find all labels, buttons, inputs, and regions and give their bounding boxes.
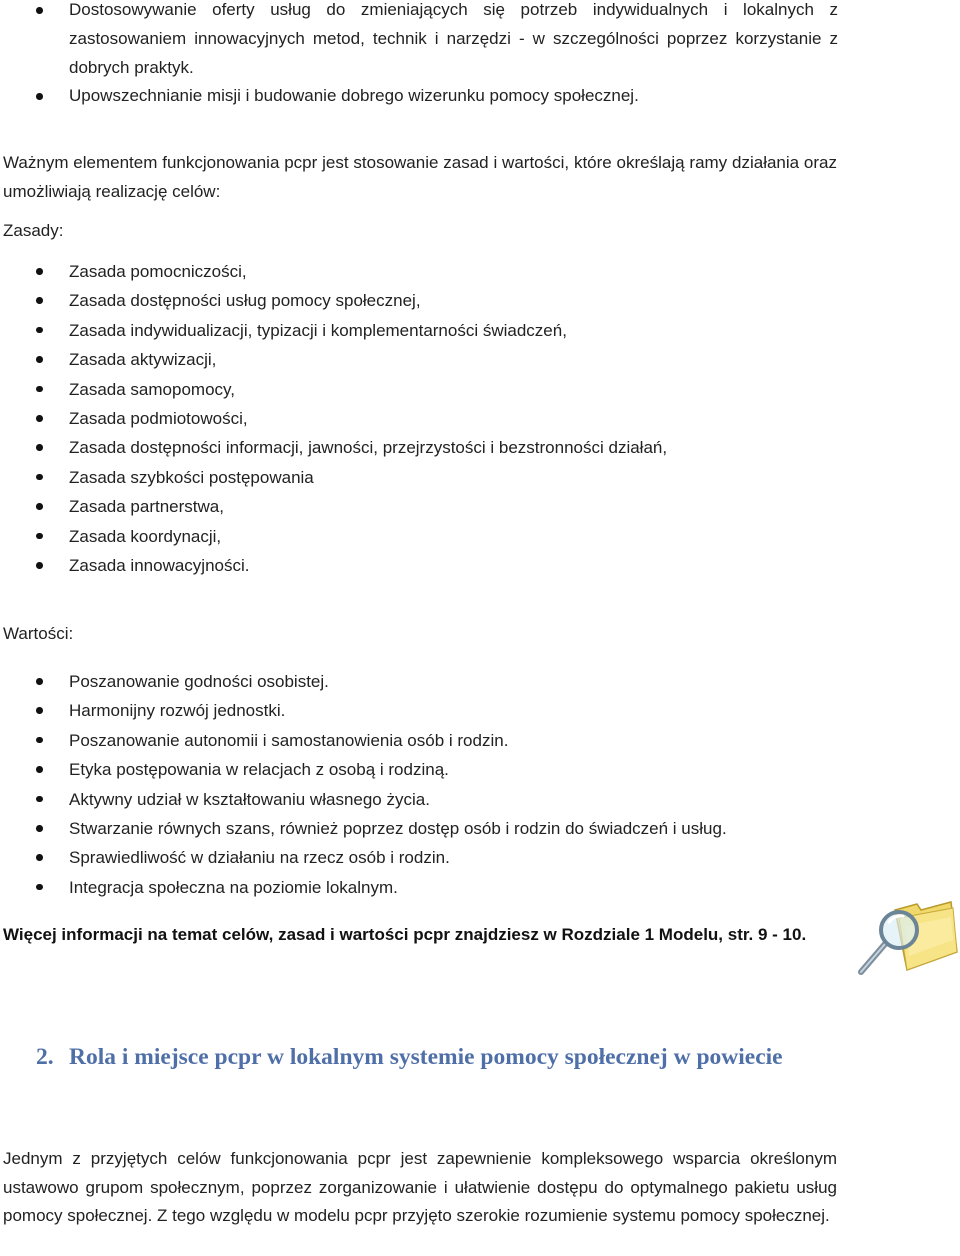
- list-item: Harmonijny rozwój jednostki.: [0, 696, 840, 725]
- list-item: Poszanowanie autonomii i samostanowienia osób i rodzin.: [0, 726, 840, 755]
- wartosci-list: [0, 667, 840, 902]
- list-item: Dostosowywanie oferty usług do zmieniających się potrzeb indywidualnych i lokalnych z zastosowaniem innowacyjnych metod, technik i narzędzi - w szczególności poprzez korzystanie z dobrych praktyk.: [0, 0, 840, 82]
- list-item: Zasada innowacyjności.: [0, 551, 840, 580]
- list-item: Integracja społeczna na poziomie lokalnym.: [0, 873, 840, 902]
- list-item: Sprawiedliwość w działaniu na rzecz osób i rodzin.: [0, 843, 840, 872]
- list-item: Zasada koordynacji,: [0, 522, 840, 551]
- list-item: Etyka postępowania w relacjach z osobą i rodziną.: [0, 755, 840, 784]
- body-paragraph: Jednym z przyjętych celów funkcjonowania pcpr jest zapewnienie kompleksowego wsparcia określonym ustawowo grupom społecznym, poprzez zorganizowanie i ułatwienie dostępu do optymalnego pakietu usług pomocy społecznej. Z tego względu w modelu pcpr przyjęto szerokie rozumienie systemu pomocy społecznej.: [3, 1149, 837, 1225]
- list-item: Stwarzanie równych szans, również poprzez dostęp osób i rodzin do świadczeń i usług.: [0, 814, 840, 843]
- more-info-note: Więcej informacji na temat celów, zasad i wartości pcpr znajdziesz w Rozdziale 1 Modelu, str. 9 - 10.: [3, 925, 807, 944]
- list-item: Poszanowanie godności osobistej.: [0, 667, 840, 696]
- list-item: Zasada samopomocy,: [0, 375, 840, 404]
- list-item: Zasada aktywizacji,: [0, 345, 840, 374]
- zasady-list: [0, 257, 840, 580]
- list-item: Upowszechnianie misji i budowanie dobrego wizerunku pomocy społecznej.: [0, 82, 840, 111]
- list-item: Zasada partnerstwa,: [0, 492, 840, 521]
- section-title: Rola i miejsce pcpr w lokalnym systemie pomocy społecznej w powiecie: [69, 1044, 783, 1070]
- magnifier-folder-icon: [855, 900, 959, 980]
- list-item: Zasada dostępności informacji, jawności, przejrzystości i bezstronności działań,: [0, 433, 840, 462]
- intro-paragraph: Ważnym elementem funkcjonowania pcpr jest stosowanie zasad i wartości, które określają ramy działania oraz umożliwiają realizację celów:: [3, 153, 837, 201]
- list-item: Zasada pomocniczości,: [0, 257, 840, 286]
- list-item: Zasada szybkości postępowania: [0, 463, 840, 492]
- list-item: Zasada dostępności usług pomocy społecznej,: [0, 286, 840, 315]
- list-item: Zasada podmiotowości,: [0, 404, 840, 433]
- list-item: Zasada indywidualizacji, typizacji i komplementarności świadczeń,: [0, 316, 840, 345]
- top-bullet-list: [0, 0, 840, 111]
- zasady-label: Zasady:: [3, 221, 64, 240]
- section-number: 2.: [36, 1044, 54, 1070]
- section-heading: [36, 1043, 796, 1072]
- wartosci-label: Wartości:: [3, 624, 74, 643]
- list-item: Aktywny udział w kształtowaniu własnego życia.: [0, 785, 840, 814]
